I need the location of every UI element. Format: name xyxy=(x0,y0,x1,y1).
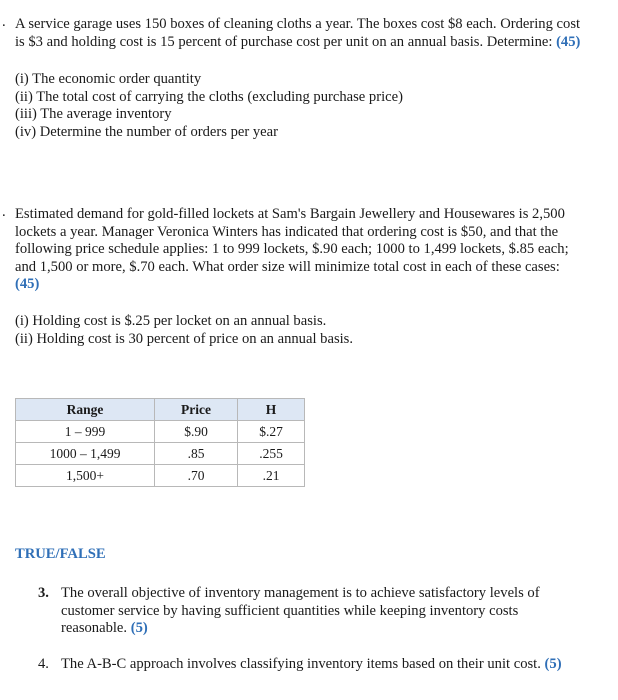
part-item: (iii) The average inventory xyxy=(15,106,172,122)
table-cell: 1 – 999 xyxy=(16,421,155,443)
price-table xyxy=(15,398,305,487)
question-number: 4. xyxy=(38,656,49,672)
table-cell: .255 xyxy=(238,443,305,465)
part-item: (ii) Holding cost is 30 percent of price on an annual basis. xyxy=(15,330,354,347)
question-2-line: and 1,500 or more, $.70 each. What order size will minimize total cost in each of these cases: xyxy=(15,258,560,275)
section-heading: TRUE/FALSE xyxy=(15,546,106,562)
column-header: Price xyxy=(155,399,238,421)
question-1-line: is $3 and holding cost is 15 percent of purchase cost per unit on an annual basis. Determine: (45) xyxy=(15,33,581,50)
question-2-line: following price schedule applies: 1 to 999 lockets, $.90 each; 1000 to 1,499 lockets, $.85 each; xyxy=(15,241,569,257)
question-3-line: reasonable. (5) xyxy=(61,620,148,636)
question-1 xyxy=(15,16,580,51)
table-cell: .70 xyxy=(155,465,238,487)
table-row xyxy=(16,465,305,487)
table-cell: .21 xyxy=(238,465,305,487)
question-4 xyxy=(61,656,562,674)
points-badge: (5) xyxy=(544,656,562,672)
list-marker: . xyxy=(2,204,6,220)
part-item: (iv) Determine the number of orders per year xyxy=(15,123,278,140)
table-header-row xyxy=(16,399,305,421)
question-2-line: lockets a year. Manager Veronica Winters has indicated that ordering cost is $50, and that the xyxy=(15,223,559,240)
table-cell: $.90 xyxy=(155,421,238,443)
table-cell: $.27 xyxy=(238,421,305,443)
column-header: H xyxy=(238,399,305,421)
question-3-line: The overall objective of inventory management is to achieve satisfactory levels of xyxy=(61,585,540,601)
part-item: (i) The economic order quantity xyxy=(15,71,202,87)
table-row xyxy=(16,443,305,465)
question-1-line: A service garage uses 150 boxes of cleaning cloths a year. The boxes cost $8 each. Ordering cost xyxy=(15,16,581,32)
table-cell: .85 xyxy=(155,443,238,465)
column-header: Range xyxy=(16,399,155,421)
points-badge: (45) xyxy=(556,33,581,50)
question-2-parts xyxy=(15,313,353,348)
part-item: (ii) The total cost of carrying the cloths (excluding purchase price) xyxy=(15,88,403,105)
question-1-parts xyxy=(15,71,403,141)
table-cell: 1000 – 1,499 xyxy=(16,443,155,465)
question-3 xyxy=(61,585,540,638)
points-badge: (5) xyxy=(130,620,148,636)
table-cell: 1,500+ xyxy=(16,465,155,487)
table-row xyxy=(16,421,305,443)
question-3-line: customer service by having sufficient quantities while keeping inventory costs xyxy=(61,602,519,619)
question-2 xyxy=(15,206,569,294)
points-badge: (45) xyxy=(15,276,40,292)
list-marker: . xyxy=(2,14,6,30)
part-item: (i) Holding cost is $.25 per locket on an annual basis. xyxy=(15,313,327,329)
question-2-line: Estimated demand for gold-filled lockets at Sam's Bargain Jewellery and Housewares is 2,500 xyxy=(15,206,565,222)
question-number: 3. xyxy=(38,585,49,601)
question-4-text: The A-B-C approach involves classifying inventory items based on their unit cost. xyxy=(61,656,541,672)
